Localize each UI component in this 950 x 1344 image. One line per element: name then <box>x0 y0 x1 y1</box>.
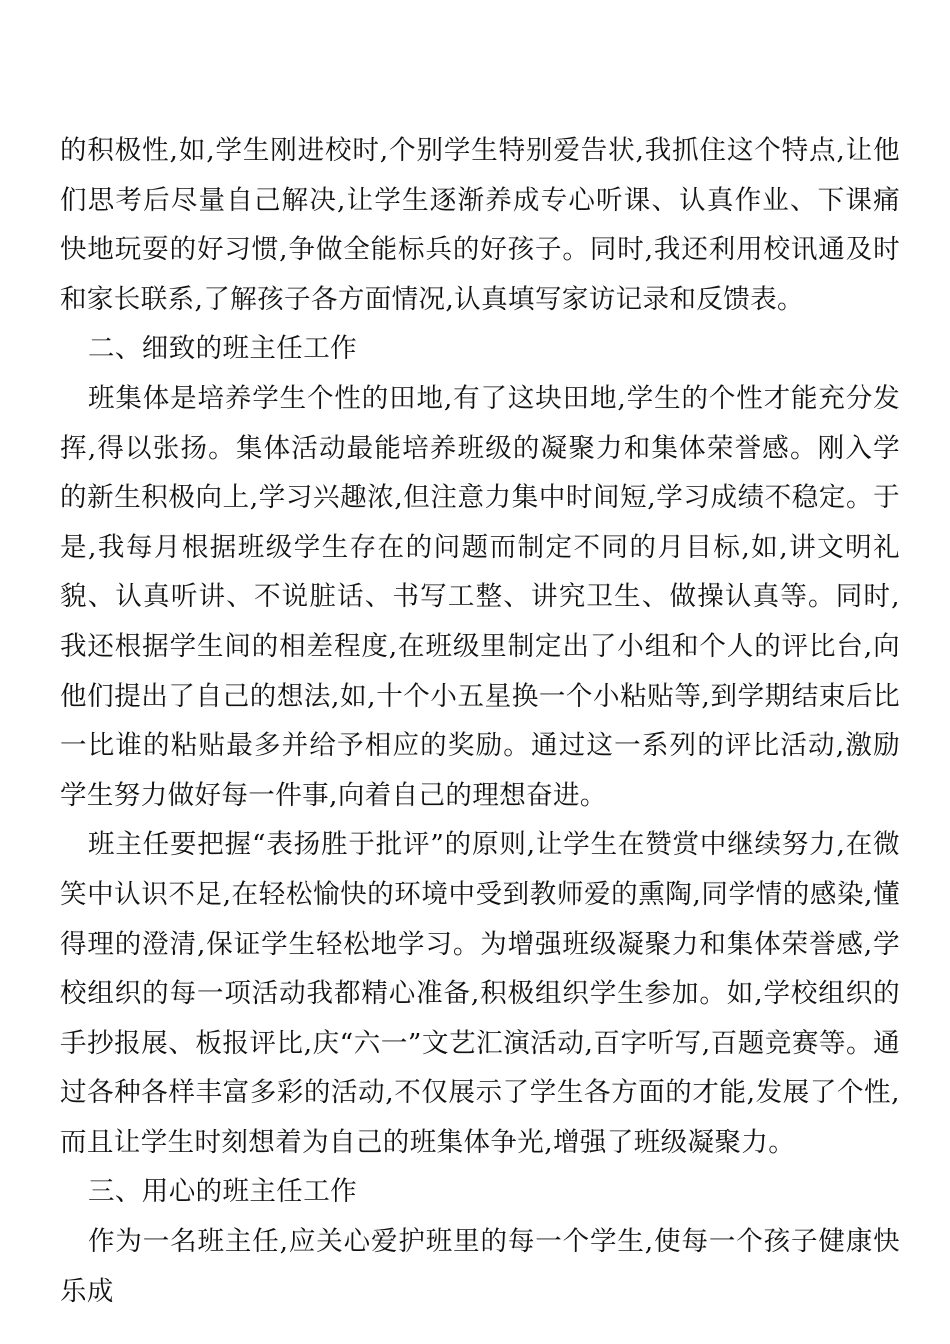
section-heading-2: 二、细致的班主任工作 <box>88 333 357 365</box>
section-heading-3: 三、用心的班主任工作 <box>88 1176 357 1208</box>
paragraph-continuation: 的积极性,如,学生刚进校时,个别学生特别爱告状,我抓住这个特点,让他们思考后尽量自己解决,让学生逐渐养成专心听课、认真作业、下课痛快地玩耍的好习惯,争做全能标兵的好孩子。同时,我还利用校讯通及时和家长联系,了解孩子各方面情况,认真填写家访记录和反馈表。 <box>60 135 900 315</box>
paragraph-care-students: 作为一名班主任,应关心爱护班里的每一个学生,使每一个孩子健康快乐成 <box>60 1226 900 1307</box>
document-body <box>60 126 900 1316</box>
paragraph-class-collective: 班集体是培养学生个性的田地,有了这块田地,学生的个性才能充分发挥,得以张扬。集体活动最能培养班级的凝聚力和集体荣誉感。刚入学的新生积极向上,学习兴趣浓,但注意力集中时间短,学习成绩不稳定。于是,我每月根据班级学生存在的问题而制定不同的月目标,如,讲文明礼貌、认真听讲、不说脏话、书写工整、讲究卫生、做操认真等。同时,我还根据学生间的相差程度,在班级里制定出了小组和个人的评比台,向他们提出了自己的想法,如,十个小五星换一个小粘贴等,到学期结束后比一比谁的粘贴最多并给予相应的奖励。通过这一系列的评比活动,激励学生努力做好每一件事,向着自己的理想奋进。 <box>60 382 900 811</box>
paragraph-praise-principle: 班主任要把握“表扬胜于批评”的原则,让学生在赞赏中继续努力,在微笑中认识不足,在轻松愉快的环境中受到教师爱的熏陶,同学情的感染,懂得理的澄清,保证学生轻松地学习。为增强班级凝聚力和集体荣誉感,学校组织的每一项活动我都精心准备,积极组织学生参加。如,学校组织的手抄报展、板报评比,庆“六一”文艺汇演活动,百字听写,百题竞赛等。通过各种各样丰富多彩的活动,不仅展示了学生各方面的才能,发展了个性,而且让学生时刻想着为自己的班集体争光,增强了班级凝聚力。 <box>60 829 900 1158</box>
